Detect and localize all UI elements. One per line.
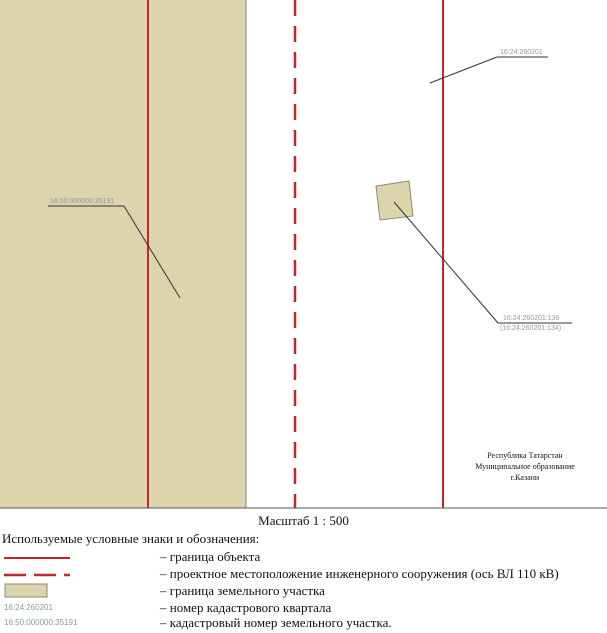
quarter-leader-line bbox=[430, 57, 497, 83]
parcel-fill-symbol bbox=[4, 583, 72, 600]
left-parcel-area bbox=[0, 0, 246, 508]
left-parcel-label: 16:50:000000:35191 bbox=[50, 198, 115, 205]
legend-text: – проектное местоположение инженерного сооружения (ось ВЛ 110 кВ) bbox=[160, 566, 559, 581]
legend-text: – граница объекта bbox=[160, 549, 261, 564]
small-parcel bbox=[376, 181, 413, 220]
legend-text: – граница земельного участка bbox=[160, 583, 325, 598]
small-parcel-label-1: 16:24:260201:136 bbox=[503, 315, 560, 322]
legend-text: – номер кадастрового квартала bbox=[160, 600, 332, 615]
legend-code: 16:24:260201 bbox=[4, 603, 53, 612]
code-symbol bbox=[4, 615, 78, 632]
legend-code: 16:50:000000:35191 bbox=[4, 618, 78, 627]
quarter-label: 16:24:260201 bbox=[500, 49, 543, 56]
legend-title: Используемые условные знаки и обозначения: bbox=[2, 531, 260, 546]
region-line-1: Республика Татарстан bbox=[487, 451, 563, 460]
legend-item-parcel-number bbox=[0, 615, 607, 632]
solid-red-line-symbol bbox=[4, 549, 72, 566]
legend-item-land-parcel bbox=[0, 583, 607, 600]
legend-text: – кадастровый номер земельного участка. bbox=[160, 615, 392, 630]
region-line-3: г.Казани bbox=[510, 473, 540, 482]
scale-caption: Масштаб 1 : 500 bbox=[258, 513, 349, 528]
small-parcel-leader-line bbox=[394, 202, 498, 323]
region-line-2: Муниципальное образование bbox=[475, 462, 575, 471]
dashed-red-line-symbol bbox=[4, 566, 72, 583]
legend-item-power-line bbox=[0, 566, 607, 583]
small-parcel-label-2: (16:24:260201:134) bbox=[500, 325, 562, 332]
legend-item-object-boundary bbox=[0, 549, 607, 566]
